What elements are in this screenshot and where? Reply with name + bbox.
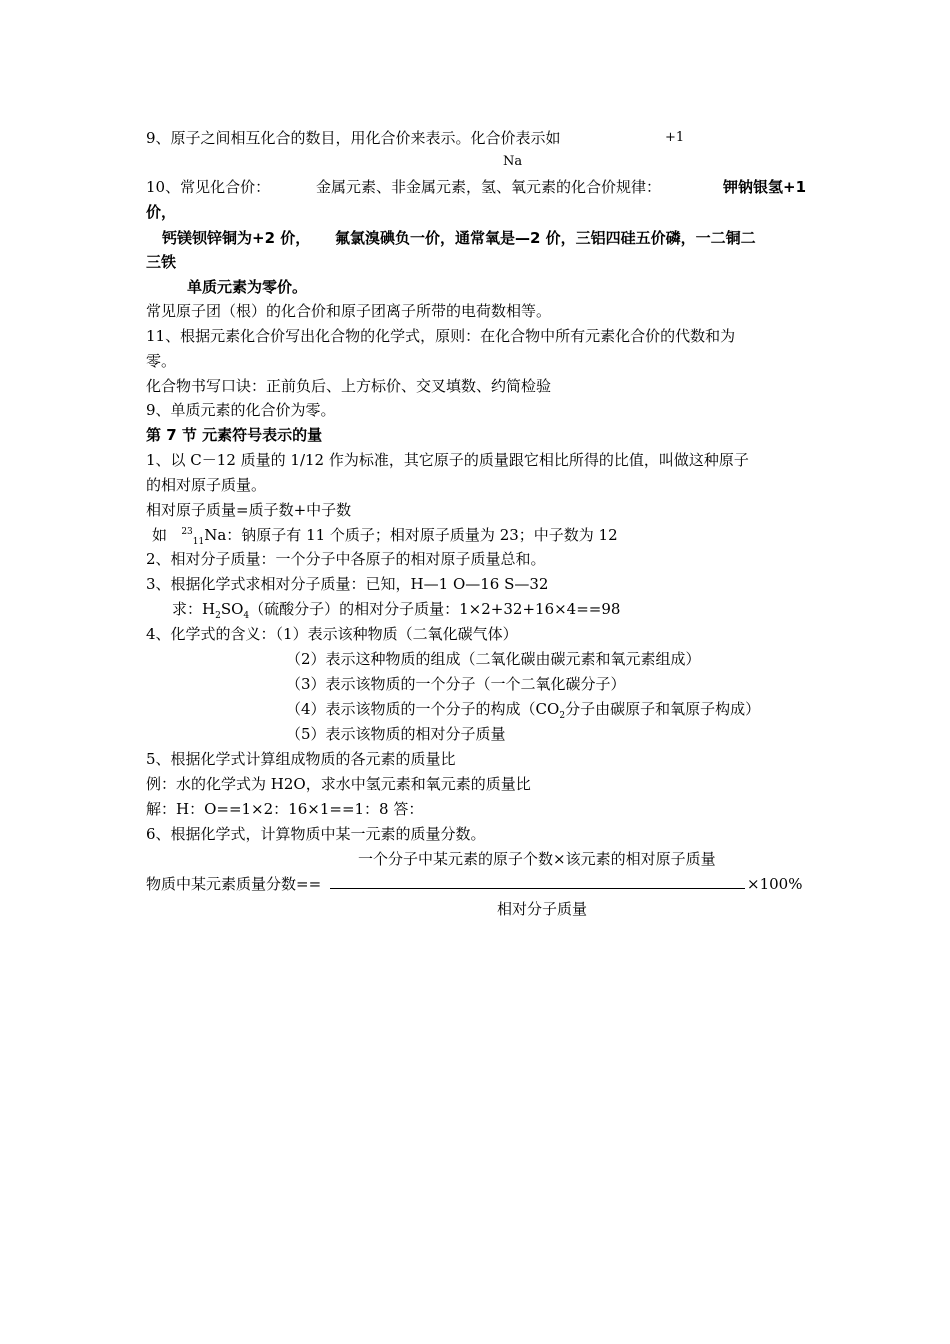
mnemonic-plus1: 钾钠银氢+1 <box>723 178 807 196</box>
mass-number: 23 <box>181 527 193 537</box>
example-prefix: 如 <box>152 526 168 544</box>
example-line <box>152 525 618 545</box>
rule-11-line1: 11、根据元素化合价写出化合物的化学式，原则：在化合物中所有元素化合价的代数和为 <box>146 327 736 345</box>
q-pre: 求：H <box>172 600 216 618</box>
item-1-line1: 1、以 C－12 质量的 1/12 作为标准，其它原子的质量跟它相比所得的比值，叫做这种原子 <box>146 451 749 469</box>
common-valence-label: 10、常见化合价： <box>146 178 271 196</box>
item-5-example: 例：水的化学式为 H2O，求水中氢元素和氧元素的质量比 <box>146 775 531 793</box>
example-text: Na：钠原子有 11 个质子；相对原子质量为 23；中子数为 12 <box>204 526 618 544</box>
q-mid: SO <box>220 600 244 618</box>
item-5-solution: 解：H：O==1×2：16×1==1：8 答： <box>146 800 424 818</box>
mnemonic-iron: 三铁 <box>146 253 177 271</box>
fraction-percent: ×100% <box>747 875 803 893</box>
item-4-4-pre: （4）表示该物质的一个分子的构成（CO <box>286 700 560 718</box>
relative-mass-formula: 相对原子质量=质子数+中子数 <box>146 501 352 519</box>
item-6: 6、根据化学式，计算物质中某一元素的质量分数。 <box>146 825 486 843</box>
item-1-line2: 的相对原子质量。 <box>146 476 267 494</box>
rule-9-zero: 9、单质元素的化合价为零。 <box>146 401 336 419</box>
q-post: （硫酸分子）的相对分子质量：1×2+32+16×4==98 <box>249 600 621 618</box>
item-4-4-post: 分子由碳原子和氧原子构成） <box>565 700 761 718</box>
o-subscript: 4 <box>243 611 250 621</box>
fraction-denominator: 相对分子质量 <box>497 900 588 918</box>
section-7-heading: 第 7 节 元素符号表示的量 <box>146 426 323 444</box>
mnemonic-zero: 单质元素为零价。 <box>187 278 308 296</box>
formula-mnemonic: 化合物书写口诀：正前负后、上方标价、交叉填数、约简检验 <box>146 377 552 395</box>
valence-superscript: +1 <box>665 130 685 145</box>
item-4-5: （5）表示该物质的相对分子质量 <box>286 725 506 743</box>
item-3: 3、根据化学式求相对分子质量：已知，H—1 O—16 S—32 <box>146 575 549 593</box>
item-5: 5、根据化学式计算组成物质的各元素的质量比 <box>146 750 456 768</box>
radical-note: 常见原子团（根）的化合价和原子团离子所带的电荷数相等。 <box>146 302 552 320</box>
fraction-bar <box>330 888 745 889</box>
fraction-numerator: 一个分子中某元素的原子个数×该元素的相对原子质量 <box>358 850 716 868</box>
atomic-number: 11 <box>192 537 205 547</box>
h-subscript: 2 <box>215 611 221 621</box>
sodium-symbol: Na <box>503 154 523 169</box>
item-3-question <box>172 599 620 619</box>
valence-rule-intro: 金属元素、非金属元素，氢、氧元素的化合价规律： <box>316 178 662 196</box>
item-2: 2、相对分子质量：一个分子中各原子的相对原子质量总和。 <box>146 550 546 568</box>
mnemonic-plus2: 钙镁钡锌铜为+2 价， <box>162 229 311 247</box>
mnemonic-plus1-end: 价， <box>146 203 177 221</box>
item-4-3: （3）表示该物质的一个分子（一个二氧化碳分子） <box>286 675 626 693</box>
co2-subscript: 2 <box>559 711 566 721</box>
item-4-4 <box>286 699 760 719</box>
item-4: 4、化学式的含义：（1）表示该种物质（二氧化碳气体） <box>146 625 518 643</box>
rule-11-line2: 零。 <box>146 352 177 370</box>
mnemonic-negative: 氟氯溴碘负一价，通常氧是—2 价，三铝四硅五价磷，一二铜二 <box>335 229 756 247</box>
valence-intro-line: 9、原子之间相互化合的数目，用化合价来表示。化合价表示如 <box>146 129 561 147</box>
fraction-lhs: 物质中某元素质量分数== <box>146 875 322 893</box>
item-4-2: （2）表示这种物质的组成（二氧化碳由碳元素和氧元素组成） <box>286 650 701 668</box>
